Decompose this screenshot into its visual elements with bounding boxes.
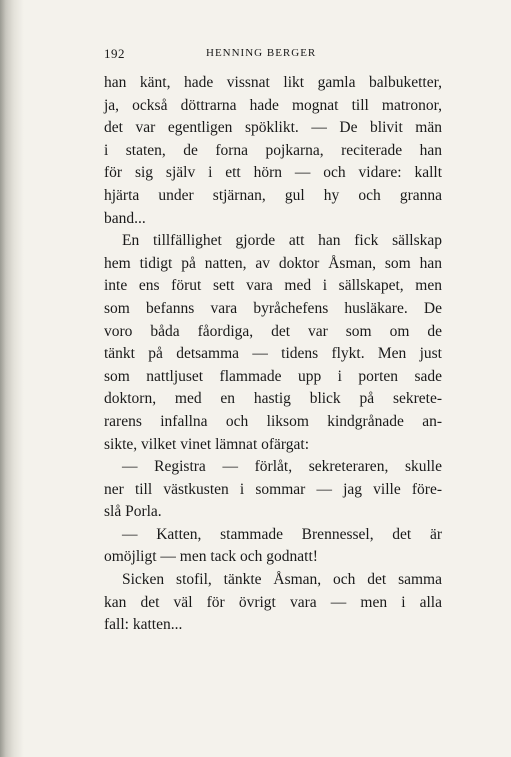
text-line: Sicken stofil, tänkte Åsman, och det samma <box>122 571 442 589</box>
text-line: för sig själv i ett hörn — och vidare: kallt <box>104 164 442 182</box>
book-spine-shadow <box>0 0 24 757</box>
text-line: inte ens förut sett vara med i sällskapet, men <box>104 277 442 295</box>
text-line: kan det väl för övrigt vara — men i alla <box>104 593 442 611</box>
text-line: tänkt på detsamma — tidens flykt. Men just <box>104 345 442 363</box>
text-line: sikte, vilket vinet lämnat ofärgat: <box>104 435 310 453</box>
text-line: hjärta under stjärnan, gul hy och granna <box>104 186 442 204</box>
text-line: ja, också döttrarna hade mognat till matronor, <box>104 96 442 114</box>
text-line: det var egentligen spöklikt. — De blivit män <box>104 119 442 137</box>
text-line: slå Porla. <box>104 503 162 521</box>
text-line: voro båda fåordiga, det var som om de <box>104 322 442 340</box>
text-line: fall: katten... <box>104 616 183 634</box>
page-number: 192 <box>104 46 125 61</box>
running-head: HENNING BERGER <box>206 47 317 59</box>
text-line: han känt, hade vissnat likt gamla balbuketter, <box>104 74 442 91</box>
text-line: omöjligt — men tack och godnatt! <box>104 548 318 566</box>
text-line: ner till västkusten i sommar — jag ville före- <box>104 480 442 498</box>
text-line: som nattljuset flammade upp i porten sade <box>104 367 442 385</box>
text-line: i staten, de forna pojkarna, reciterade han <box>104 141 442 159</box>
text-line: som befanns vara byråchefens husläkare. De <box>104 299 442 317</box>
text-line: — Katten, stammade Brennessel, det är <box>122 525 442 543</box>
text-line: En tillfällighet gjorde att han fick sällskap <box>122 232 442 250</box>
page-header <box>104 46 440 64</box>
text-line: rarens infallna och liksom kindgrånade an- <box>104 412 442 430</box>
text-line: hem tidigt på natten, av doktor Åsman, som han <box>104 254 442 272</box>
text-line: — Registra — förlåt, sekreteraren, skulle <box>122 458 442 476</box>
body-text <box>104 72 442 637</box>
text-line: band... <box>104 209 146 227</box>
text-line: doktorn, med en hastig blick på sekrete- <box>104 390 442 408</box>
